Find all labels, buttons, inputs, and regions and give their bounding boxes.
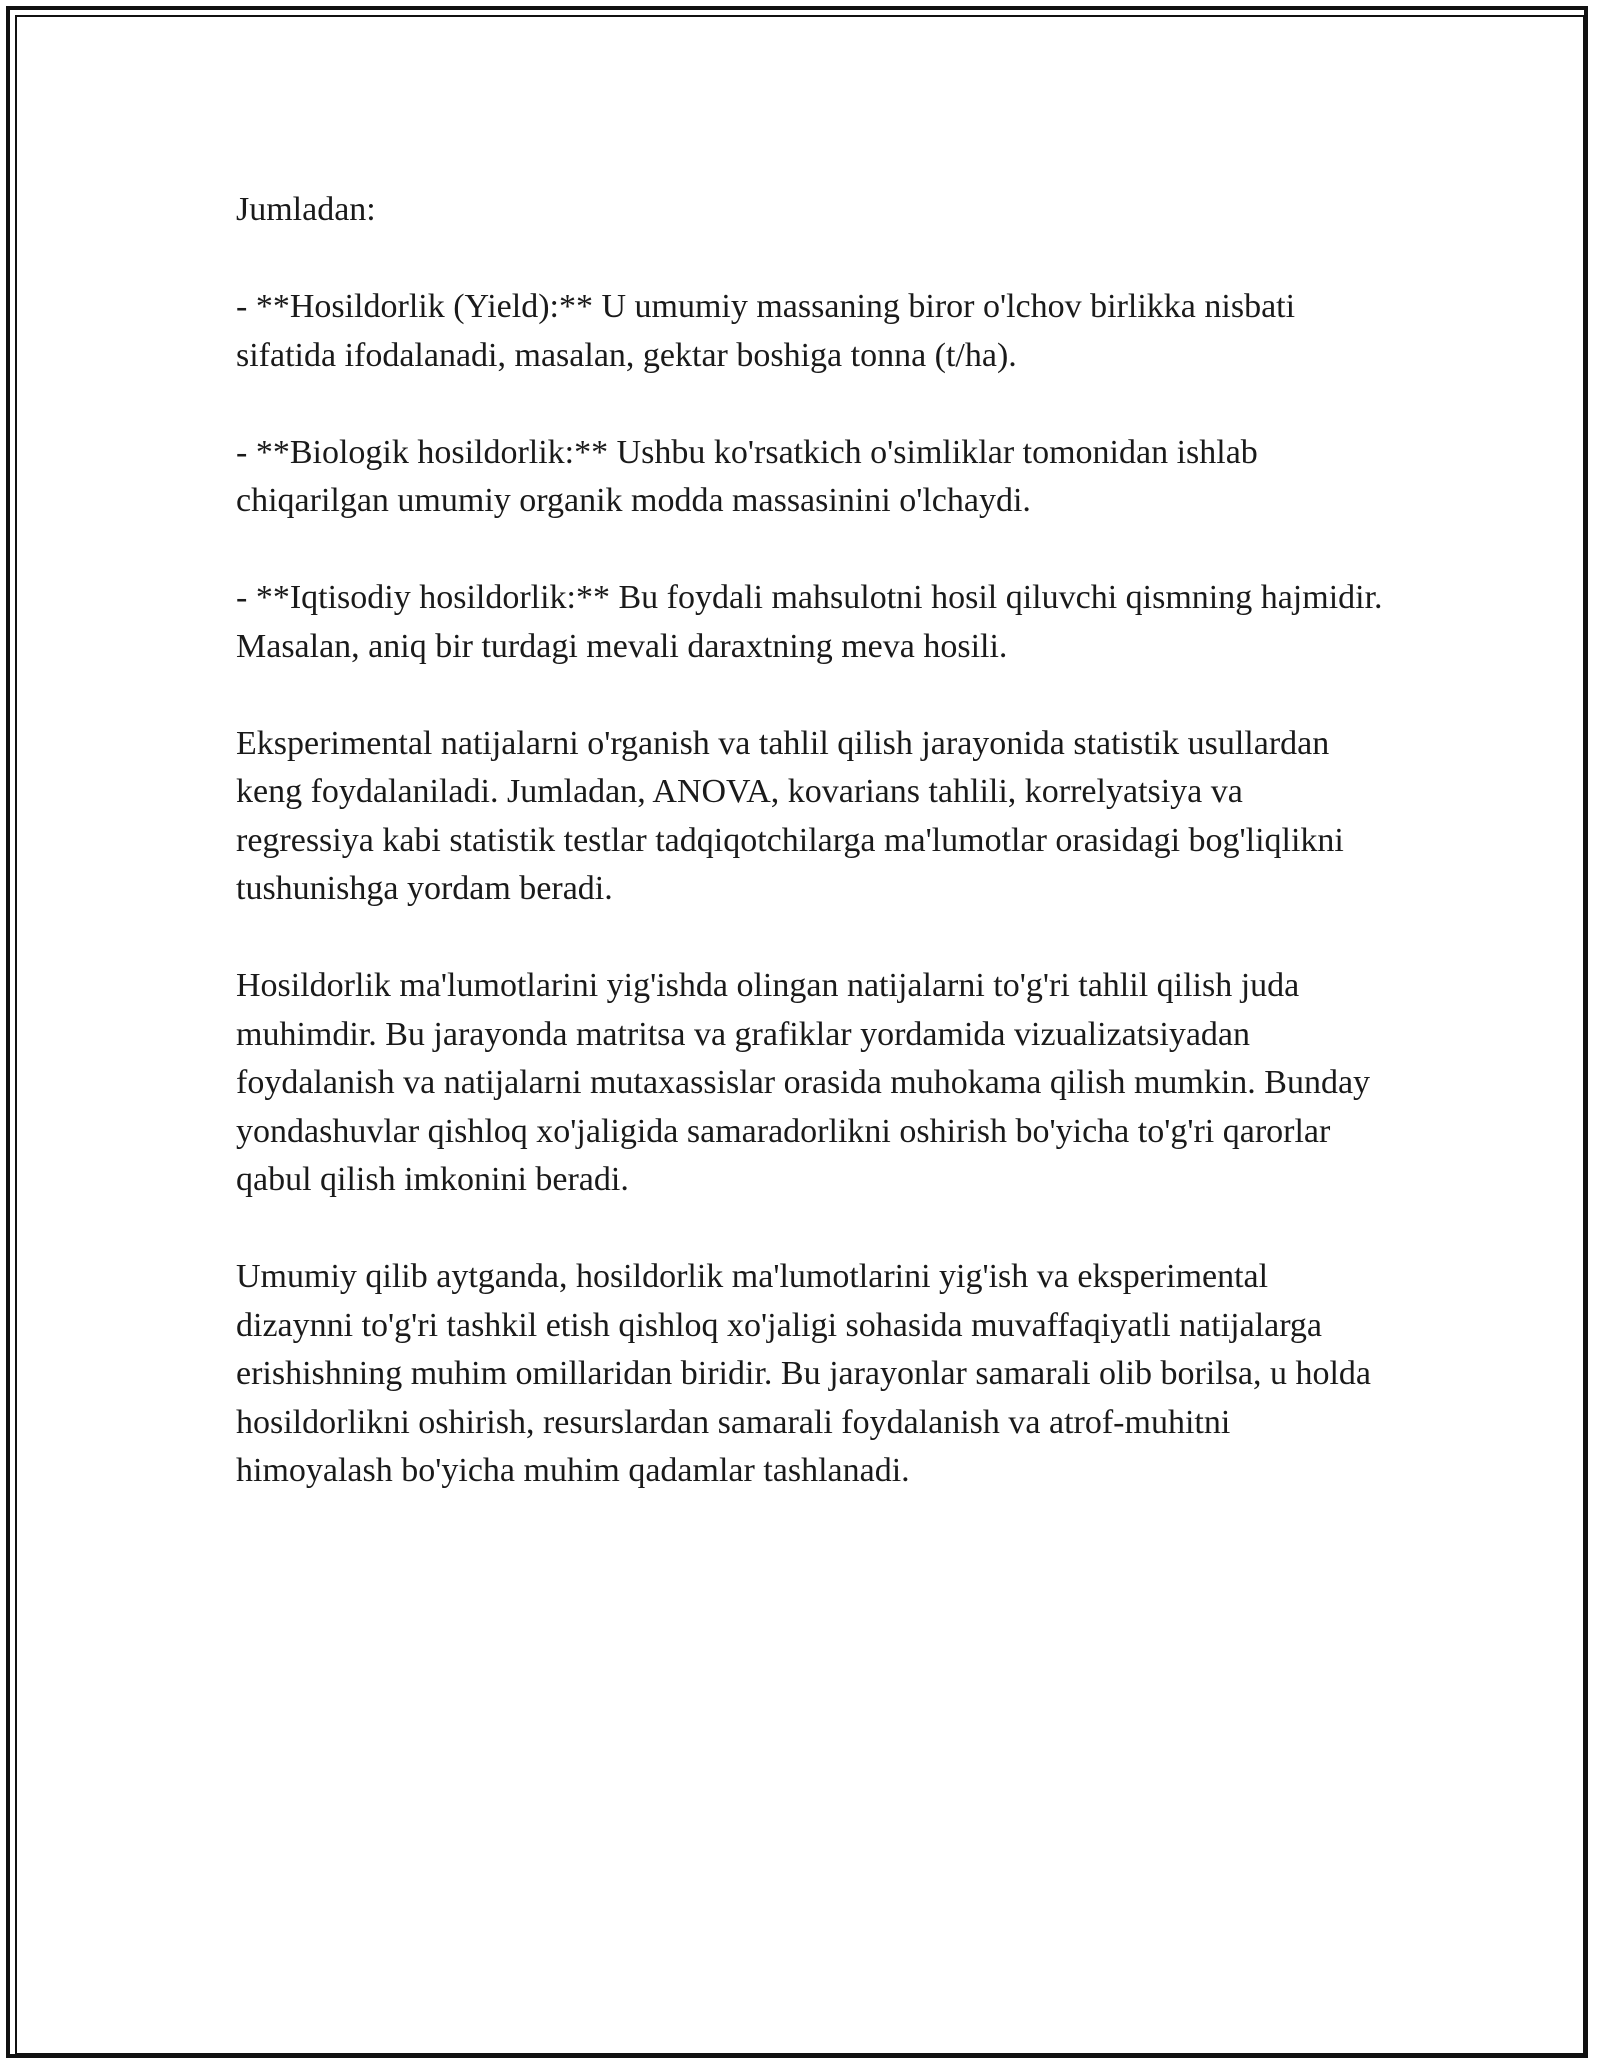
bullet-biological-yield: - **Biologik hosildorlik:** Ushbu ko'rsatkich o'simliklar tomonidan ishlab chiqarilgan umumiy organik modda massasinini o'lchaydi. [236, 433, 1258, 519]
paragraph-data-analysis: Hosildorlik ma'lumotlarini yig'ishda olingan natijalarni to'g'ri tahlil qilish juda muhimdir. Bu jarayonda matritsa va grafiklar yordamida vizualizatsiyadan foydalanish va natijalarni mutaxassislar orasida muhokama qilish mumkin. Bunday yondashuvlar qishloq xo'jaligida samaradorlikni oshirish bo'yicha to'g'ri qarorlar qabul qilish imkonini beradi. [236, 967, 1371, 1198]
paragraph-statistical-methods: Eksperimental natijalarni o'rganish va tahlil qilish jarayonida statistik usullardan keng foydalaniladi. Jumladan, ANOVA, kovarians tahlili, korrelyatsiya va regressiya kabi statistik testlar tadqiqotchilarga ma'lumotlar orasidagi bog'liqlikni tushunishga yordam beradi. [236, 724, 1344, 907]
bullet-economic-yield: - **Iqtisodiy hosildorlik:** Bu foydali mahsulotni hosil qiluvchi qismning hajmidir. Masalan, aniq bir turdagi mevali daraxtning meva hosili. [236, 579, 1383, 665]
document-body [236, 186, 1386, 1496]
paragraph-conclusion: Umumiy qilib aytganda, hosildorlik ma'lumotlarini yig'ish va eksperimental dizaynni to'g'ri tashkil etish qishloq xo'jaligi sohasida muvaffaqiyatli natijalarga erishishning muhim omillaridan biridir. Bu jarayonlar samarali olib borilsa, u holda hosildorlikni oshirish, resurslardan samarali foydalanish va atrof-muhitni himoyalash bo'yicha muhim qadamlar tashlanadi. [236, 1258, 1372, 1489]
intro-text: Jumladan: [236, 191, 376, 228]
bullet-yield: - **Hosildorlik (Yield):** U umumiy massaning biror o'lchov birlikka nisbati sifatida ifodalanadi, masalan, gektar boshiga tonna (t/ha). [236, 288, 1296, 374]
